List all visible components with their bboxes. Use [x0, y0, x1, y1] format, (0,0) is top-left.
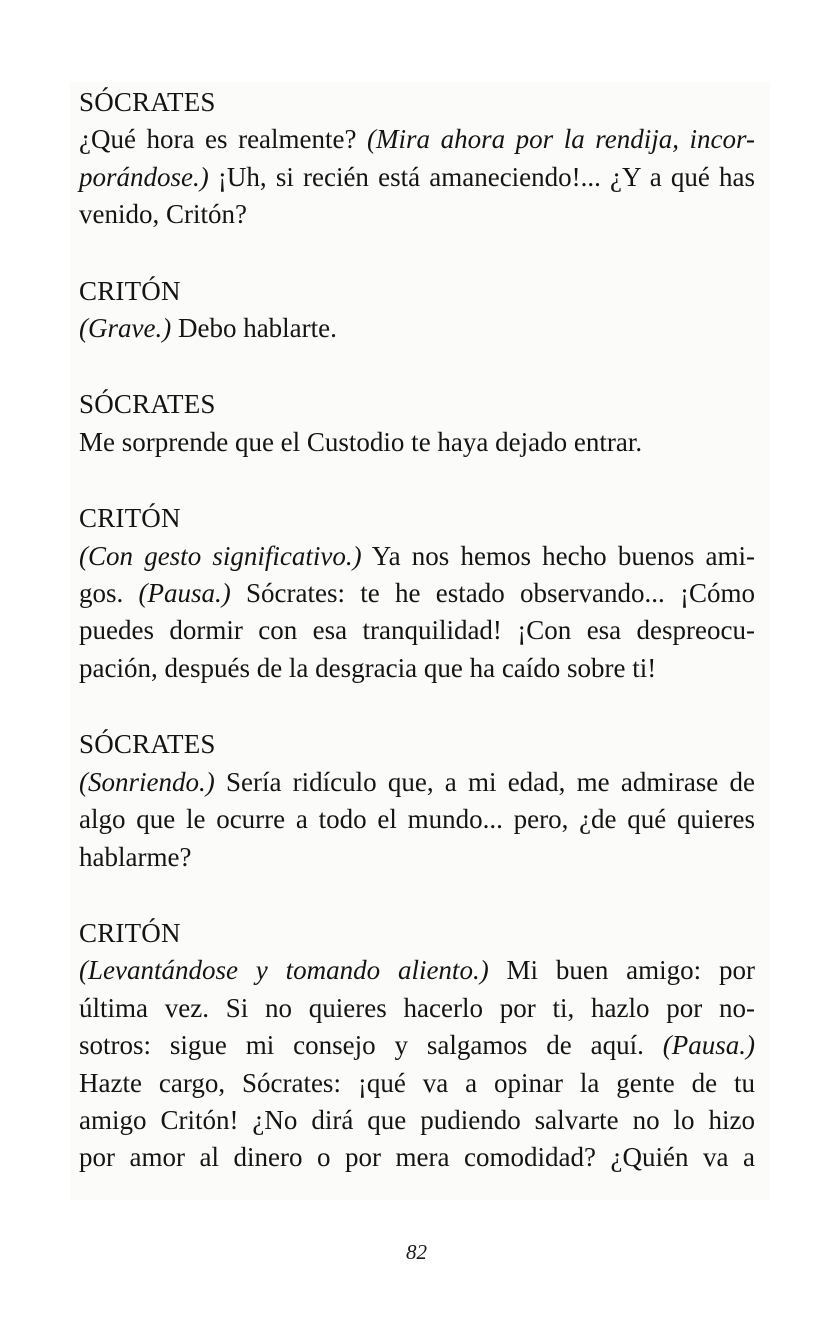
- dialogue-line: amigo Critón! ¿No dirá que pudiendo salvarte no lo hizo: [79, 1104, 755, 1135]
- page-number: 82: [406, 1240, 427, 1264]
- dialogue-line: [79, 1027, 755, 1064]
- stage-direction: (Pausa.): [138, 578, 231, 609]
- dialogue-line: hablarme?: [79, 841, 192, 872]
- dialogue-line: [79, 159, 755, 196]
- stage-direction: (Levantándose y tomando aliento.): [79, 955, 489, 986]
- dialogue-line: puedes dormir con esa tranquilidad! ¡Con esa despreocu-: [79, 615, 755, 646]
- dialogue-entry: [79, 84, 755, 234]
- dialogue-line: Me sorprende que el Custodio te haya dejado entrar.: [79, 426, 643, 457]
- speech-text: Mi buen amigo: por: [488, 955, 755, 986]
- dialogue-line: [79, 764, 755, 801]
- dialogue-entry: [79, 500, 755, 687]
- dialogue-entry: [79, 726, 755, 876]
- stage-direction: porándose.): [79, 161, 209, 192]
- stage-direction: (Con gesto significativo.): [79, 540, 362, 571]
- speaker-name: SÓCRATES: [79, 87, 216, 117]
- dialogue-line: pación, después de la desgracia que ha caído sobre ti!: [79, 652, 657, 683]
- dialogue-line: [79, 952, 755, 989]
- dialogue-text: [79, 84, 755, 1216]
- dialogue-entry: [79, 915, 755, 1177]
- dialogue-line: [79, 310, 755, 347]
- speaker-name: CRITÓN: [79, 917, 181, 948]
- dialogue-line: [79, 121, 755, 158]
- dialogue-line: última vez. Si no quieres hacerlo por ti, hazlo por no-: [79, 992, 755, 1023]
- stage-direction: (Sonriendo.): [79, 766, 215, 797]
- dialogue-line: Hazte cargo, Sócrates: ¡qué va a opinar la gente de tu: [79, 1067, 755, 1098]
- dialogue-entry: [79, 386, 755, 461]
- dialogue-entry: [79, 273, 755, 348]
- dialogue-line: por amor al dinero o por mera comodidad? ¿Quién va a: [79, 1142, 755, 1173]
- speech-text: Sócrates: te he estado observando... ¡Cómo: [230, 578, 755, 609]
- dialogue-line: venido, Critón?: [79, 199, 247, 230]
- stage-direction: (Grave.): [79, 313, 172, 344]
- stage-direction: (Pausa.): [662, 1030, 755, 1061]
- dialogue-line: [79, 575, 755, 612]
- speaker-name: CRITÓN: [79, 275, 181, 306]
- speech-text: ¿Qué hora es realmente?: [79, 124, 368, 155]
- speech-text: sotros: sigue mi consejo y salgamos de aquí.: [79, 1030, 663, 1061]
- speech-text: ¡Uh, si recién está amaneciendo!... ¿Y a qué has: [208, 161, 755, 192]
- stage-direction: (Mira ahora por la rendija, incor-: [367, 124, 755, 155]
- dialogue-line: [79, 538, 755, 575]
- speaker-name: SÓCRATES: [79, 729, 216, 760]
- dialogue-line: algo que le ocurre a todo el mundo... pero, ¿de qué quieres: [79, 804, 755, 835]
- speaker-name: CRITÓN: [79, 503, 181, 534]
- speech-text: gos.: [79, 578, 139, 609]
- speaker-name: SÓCRATES: [79, 389, 216, 420]
- speech-text: Debo hablarte.: [171, 313, 337, 344]
- speech-text: Ya nos hemos hecho buenos ami-: [361, 540, 755, 571]
- speech-text: Sería ridículo que, a mi edad, me admirase de: [214, 766, 755, 797]
